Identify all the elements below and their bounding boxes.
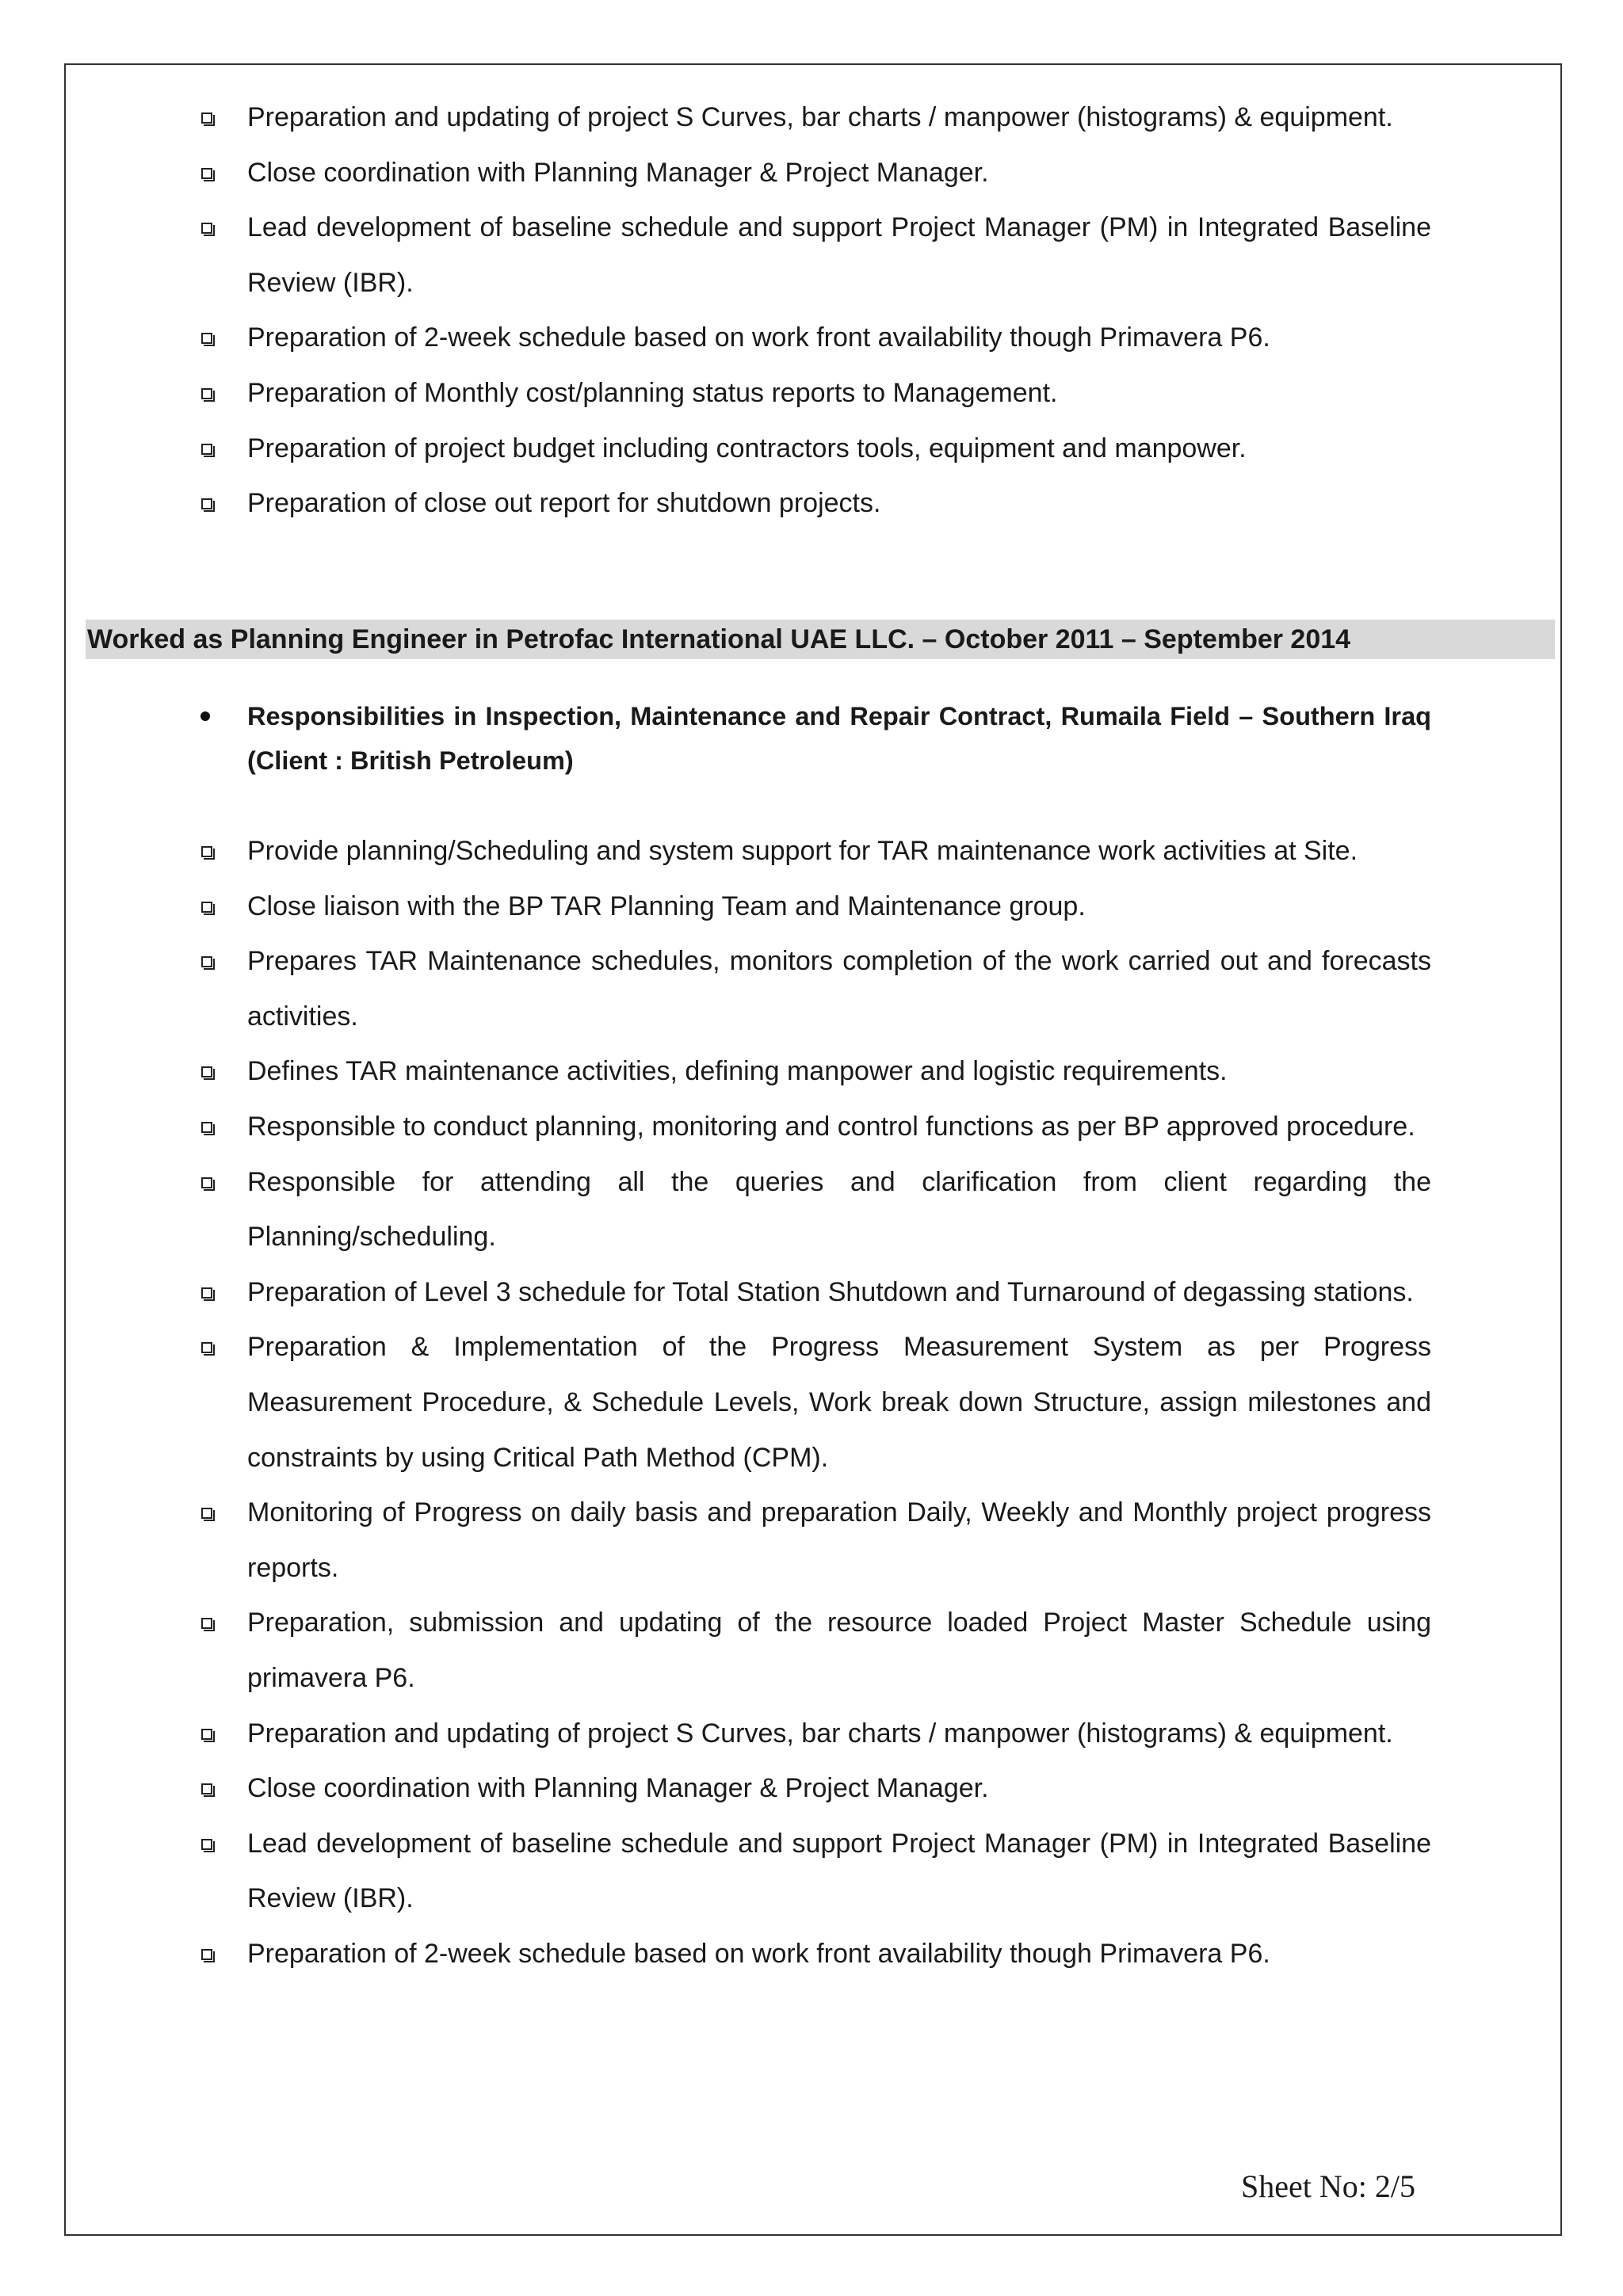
checkbox-bullet-icon (201, 1839, 212, 1850)
list-item-text: Preparation of close out report for shutdown projects. (247, 488, 881, 519)
list-item (198, 824, 1431, 879)
bottom-bullet-list (198, 824, 1431, 1981)
list-item-text: Responsible for attending all the queries and clarification from client regarding the Planning/scheduling. (247, 1166, 1431, 1253)
section-heading-bar (86, 620, 1555, 659)
responsibility-heading (198, 694, 1431, 783)
list-item (198, 1927, 1431, 1982)
list-item-text: Preparation, submission and updating of the resource loaded Project Master Schedule using primavera P6. (247, 1608, 1431, 1693)
list-item (198, 1100, 1431, 1155)
list-item (198, 1320, 1431, 1486)
list-item (198, 1761, 1431, 1817)
checkbox-bullet-icon (201, 113, 212, 124)
list-item-text: Preparation of 2-week schedule based on work front availability though Primavera P6. (247, 1938, 1270, 1969)
list-item (198, 421, 1431, 477)
list-item-text: Close coordination with Planning Manager & Project Manager. (247, 1773, 989, 1804)
list-item-text: Preparation of project budget including contractors tools, equipment and manpower. (247, 433, 1247, 463)
checkbox-bullet-icon (201, 846, 212, 857)
checkbox-bullet-icon (201, 956, 212, 967)
checkbox-bullet-icon (201, 1729, 212, 1740)
list-item (198, 1817, 1431, 1927)
list-item (198, 934, 1431, 1044)
list-item (198, 476, 1431, 532)
list-item-text: Lead development of baseline schedule and support Project Manager (PM) in Integrated Baseline Review (IBR). (247, 212, 1431, 298)
checkbox-bullet-icon (201, 444, 212, 455)
list-item (198, 311, 1431, 366)
list-item (198, 1155, 1431, 1265)
checkbox-bullet-icon (201, 902, 212, 913)
list-item-text: Preparation of Monthly cost/planning status reports to Management. (247, 377, 1058, 408)
list-item-text: Monitoring of Progress on daily basis and preparation Daily, Weekly and Monthly project progress reports. (247, 1497, 1431, 1583)
list-item (198, 1596, 1431, 1706)
list-item-text: Defines TAR maintenance activities, defining manpower and logistic requirements. (247, 1056, 1228, 1087)
checkbox-bullet-icon (201, 1618, 212, 1629)
checkbox-bullet-icon (201, 1066, 212, 1077)
section-title: Worked as Planning Engineer in Petrofac International UAE LLC. – October 2011 – September 2014 (87, 624, 1351, 654)
checkbox-bullet-icon (201, 223, 212, 234)
list-item-text: Close coordination with Planning Manager & Project Manager. (247, 157, 989, 188)
checkbox-bullet-icon (201, 1783, 212, 1794)
list-item-text: Lead development of baseline schedule and support Project Manager (PM) in Integrated Baseline Review (IBR). (247, 1828, 1431, 1914)
list-item (198, 879, 1431, 935)
checkbox-bullet-icon (201, 1342, 212, 1353)
list-item-text: Responsible to conduct planning, monitoring and control functions as per BP approved procedure. (247, 1111, 1415, 1142)
list-item-text: Preparation and updating of project S Curves, bar charts / manpower (histograms) & equipment. (247, 102, 1393, 132)
list-item (198, 200, 1431, 311)
checkbox-bullet-icon (201, 1287, 212, 1299)
checkbox-bullet-icon (201, 1508, 212, 1519)
responsibility-text: Responsibilities in Inspection, Maintenance and Repair Contract, Rumaila Field – Southern Iraq (Client : British Petroleum) (247, 702, 1431, 775)
list-item (198, 90, 1431, 146)
list-item (198, 1044, 1431, 1100)
list-item (198, 1265, 1431, 1321)
list-item-text: Close liaison with the BP TAR Planning Team and Maintenance group. (247, 891, 1086, 921)
list-item-text: Preparation and updating of project S Curves, bar charts / manpower (histograms) & equipment. (247, 1718, 1393, 1749)
checkbox-bullet-icon (201, 1949, 212, 1960)
round-bullet-icon (200, 711, 210, 721)
checkbox-bullet-icon (201, 1122, 212, 1133)
list-item-text: Preparation of Level 3 schedule for Total Station Shutdown and Turnaround of degassing stations. (247, 1276, 1414, 1307)
checkbox-bullet-icon (201, 1177, 212, 1188)
sheet-number: Sheet No: 2/5 (1241, 2168, 1415, 2204)
list-item (198, 1707, 1431, 1762)
checkbox-bullet-icon (201, 333, 212, 344)
list-item (198, 1486, 1431, 1596)
list-item-text: Preparation & Implementation of the Progress Measurement System as per Progress Measurement Procedure, & Schedule Levels, Work break down Structure, assign milestones and constraints by using Critical Path Method (CPM). (247, 1332, 1431, 1473)
list-item (198, 146, 1431, 201)
top-bullet-list (198, 90, 1431, 532)
list-item-text: Preparation of 2-week schedule based on work front availability though Primavera P6. (247, 322, 1270, 353)
list-item-text: Prepares TAR Maintenance schedules, monitors completion of the work carried out and forecasts activities. (247, 946, 1431, 1032)
list-item (198, 366, 1431, 421)
checkbox-bullet-icon (201, 168, 212, 179)
checkbox-bullet-icon (201, 498, 212, 509)
checkbox-bullet-icon (201, 388, 212, 399)
list-item-text: Provide planning/Scheduling and system support for TAR maintenance work activities at Site. (247, 836, 1358, 866)
